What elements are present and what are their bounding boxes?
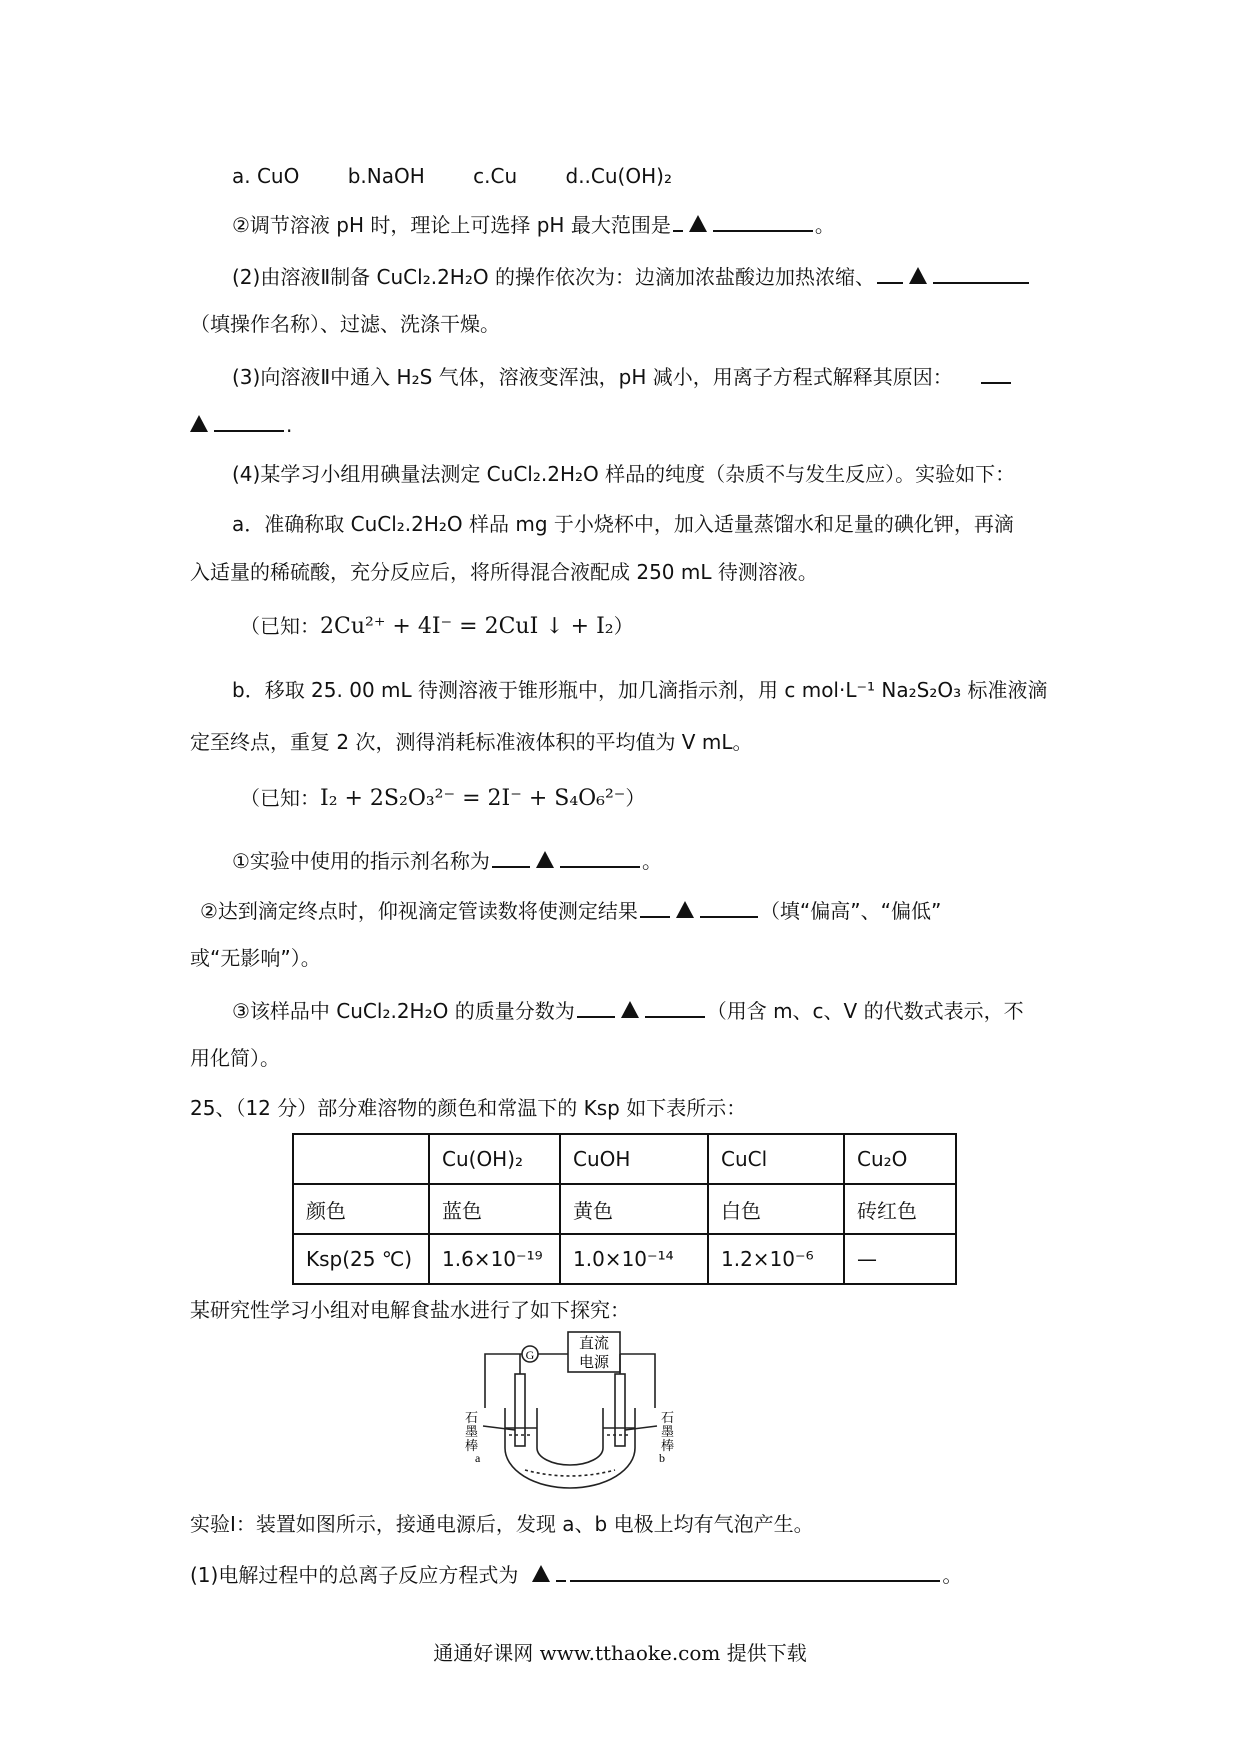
table-cell: 1.0×10⁻¹⁴ <box>560 1234 708 1284</box>
table-cell: Cu(OH)₂ <box>429 1134 560 1184</box>
question-3-cont: . <box>190 410 1060 439</box>
table-row-color <box>293 1184 956 1234</box>
table-cell: 白色 <box>708 1184 844 1234</box>
question-2-cont: （填操作名称）、过滤、洗涤干燥。 <box>190 312 500 336</box>
experiment-1: 实验Ⅰ：装置如图所示，接通电源后，发现 a、b 电极上均有气泡产生。 <box>190 1512 814 1536</box>
question-4-intro: (4)某学习小组用碘量法测定 CuCl₂.2H₂O 样品的纯度（杂质不与发生反应）。实验如下： <box>232 462 1016 486</box>
power-label-line2: 电源 <box>578 1353 610 1371</box>
right-electrode-label-1: 石 <box>661 1411 675 1426</box>
answer-blank <box>556 1560 566 1582</box>
answer-blank <box>713 210 813 232</box>
triangle-icon <box>190 415 208 432</box>
answer-blank <box>570 1560 940 1582</box>
table-cell: CuCl <box>708 1134 844 1184</box>
sub-question-1: ①实验中使用的指示剂名称为 。 <box>232 846 1060 875</box>
table-cell: Ksp(25 ℃) <box>293 1234 429 1284</box>
sub-question-2-cont: 或“无影响”）。 <box>190 946 321 970</box>
page-footer: 通通好课网 www.tthaoke.com 提供下载 <box>433 1641 807 1665</box>
answer-blank <box>877 262 903 284</box>
table-cell: 1.2×10⁻⁶ <box>708 1234 844 1284</box>
question-3: (3)向溶液Ⅱ中通入 H₂S 气体，溶液变浑浊，pH 减小，用离子方程式解释其原因： <box>232 362 1060 391</box>
option-d: d..Cu(OH)₂ <box>565 164 672 188</box>
answer-blank <box>673 210 683 232</box>
answer-blank <box>981 362 1011 384</box>
table-cell: 砖红色 <box>844 1184 956 1234</box>
sub-question-3-cont: 用化简）。 <box>190 1046 280 1070</box>
option-a: a. CuO <box>232 164 300 188</box>
question-25-title: 25、（12 分）部分难溶物的颜色和常温下的 Ksp 如下表所示： <box>190 1096 747 1120</box>
question-2: (2)由溶液Ⅱ制备 CuCl₂.2H₂O 的操作依次为：边滴加浓盐酸边加热浓缩、 <box>232 262 1060 291</box>
answer-blank <box>640 896 670 918</box>
right-electrode-label-3: 棒 <box>661 1439 675 1454</box>
electrode-a-label: a <box>475 1451 481 1465</box>
table-cell <box>293 1134 429 1184</box>
answer-blank <box>492 846 530 868</box>
table-cell: CuOH <box>560 1134 708 1184</box>
option-b: b.NaOH <box>347 164 425 188</box>
sub-question-2: ②达到滴定终点时，仰视滴定管读数将使测定结果 （填“偏高”、“偏低” <box>200 896 1060 925</box>
step-b-line1: b．移取 25. 00 mL 待测溶液于锥形瓶中，加几滴指示剂，用 c mol·L⁻¹ Na₂S₂O₃ 标准液滴 <box>232 678 1048 702</box>
step-a-line1: a．准确称取 CuCl₂.2H₂O 样品 mg 于小烧杯中，加入适量蒸馏水和足量的碘化钾，再滴 <box>232 512 1014 536</box>
question-25-1: (1)电解过程中的总离子反应方程式为 。 <box>190 1560 1060 1589</box>
answer-blank <box>577 996 615 1018</box>
question-1-2: ②调节溶液 pH 时，理论上可选择 pH 最大范围是 。 <box>232 210 1060 239</box>
left-wire <box>485 1354 568 1408</box>
answer-blank <box>933 262 1029 284</box>
triangle-icon <box>532 1565 550 1582</box>
answer-blank <box>700 896 758 918</box>
equation-copper-iodide: 2Cu²⁺ + 4I⁻ = 2CuI ↓ + I₂ <box>320 614 614 639</box>
answer-blank <box>214 410 284 432</box>
known-equation-1: （已知：2Cu²⁺ + 4I⁻ = 2CuI ↓ + I₂） <box>240 614 634 639</box>
step-a-line2: 入适量的稀硫酸，充分反应后，将所得混合液配成 250 mL 待测溶液。 <box>190 560 818 584</box>
left-electrode-label-3: 棒 <box>465 1439 479 1454</box>
left-electrode-label-1: 石 <box>465 1411 479 1426</box>
meter-label: G <box>525 1348 535 1362</box>
answer-blank <box>645 996 705 1018</box>
right-electrode-label-2: 墨 <box>661 1425 675 1440</box>
table-cell: 颜色 <box>293 1184 429 1234</box>
table-cell: — <box>844 1234 956 1284</box>
table-header-row <box>293 1134 956 1184</box>
table-cell: Cu₂O <box>844 1134 956 1184</box>
triangle-icon <box>909 267 927 284</box>
table-row-ksp <box>293 1234 956 1284</box>
equation-thiosulfate: I₂ + 2S₂O₃²⁻ = 2I⁻ + S₄O₆²⁻ <box>320 786 626 811</box>
table-cell: 黄色 <box>560 1184 708 1234</box>
triangle-icon <box>536 851 554 868</box>
sub-question-3: ③该样品中 CuCl₂.2H₂O 的质量分数为 （用含 m、c、V 的代数式表示，不 <box>232 996 1060 1025</box>
triangle-icon <box>621 1001 639 1018</box>
ksp-table <box>292 1133 957 1285</box>
u-tube-inner <box>537 1408 603 1465</box>
triangle-icon <box>689 215 707 232</box>
exploration-intro: 某研究性学习小组对电解食盐水进行了如下探究： <box>190 1298 630 1322</box>
answer-blank <box>560 846 640 868</box>
table-cell: 蓝色 <box>429 1184 560 1234</box>
electrode-b-label: b <box>659 1451 665 1465</box>
table-cell: 1.6×10⁻¹⁹ <box>429 1234 560 1284</box>
options-line <box>232 162 1060 190</box>
left-electrode-label-2: 墨 <box>465 1425 479 1440</box>
triangle-icon <box>676 901 694 918</box>
option-c: c.Cu <box>473 164 518 188</box>
step-b-line2: 定至终点，重复 2 次，测得消耗标准液体积的平均值为 V mL。 <box>190 730 753 754</box>
known-equation-2: （已知：I₂ + 2S₂O₃²⁻ = 2I⁻ + S₄O₆²⁻） <box>240 786 646 811</box>
electrolysis-diagram <box>465 1330 675 1490</box>
power-label-line1: 直流 <box>578 1334 610 1352</box>
